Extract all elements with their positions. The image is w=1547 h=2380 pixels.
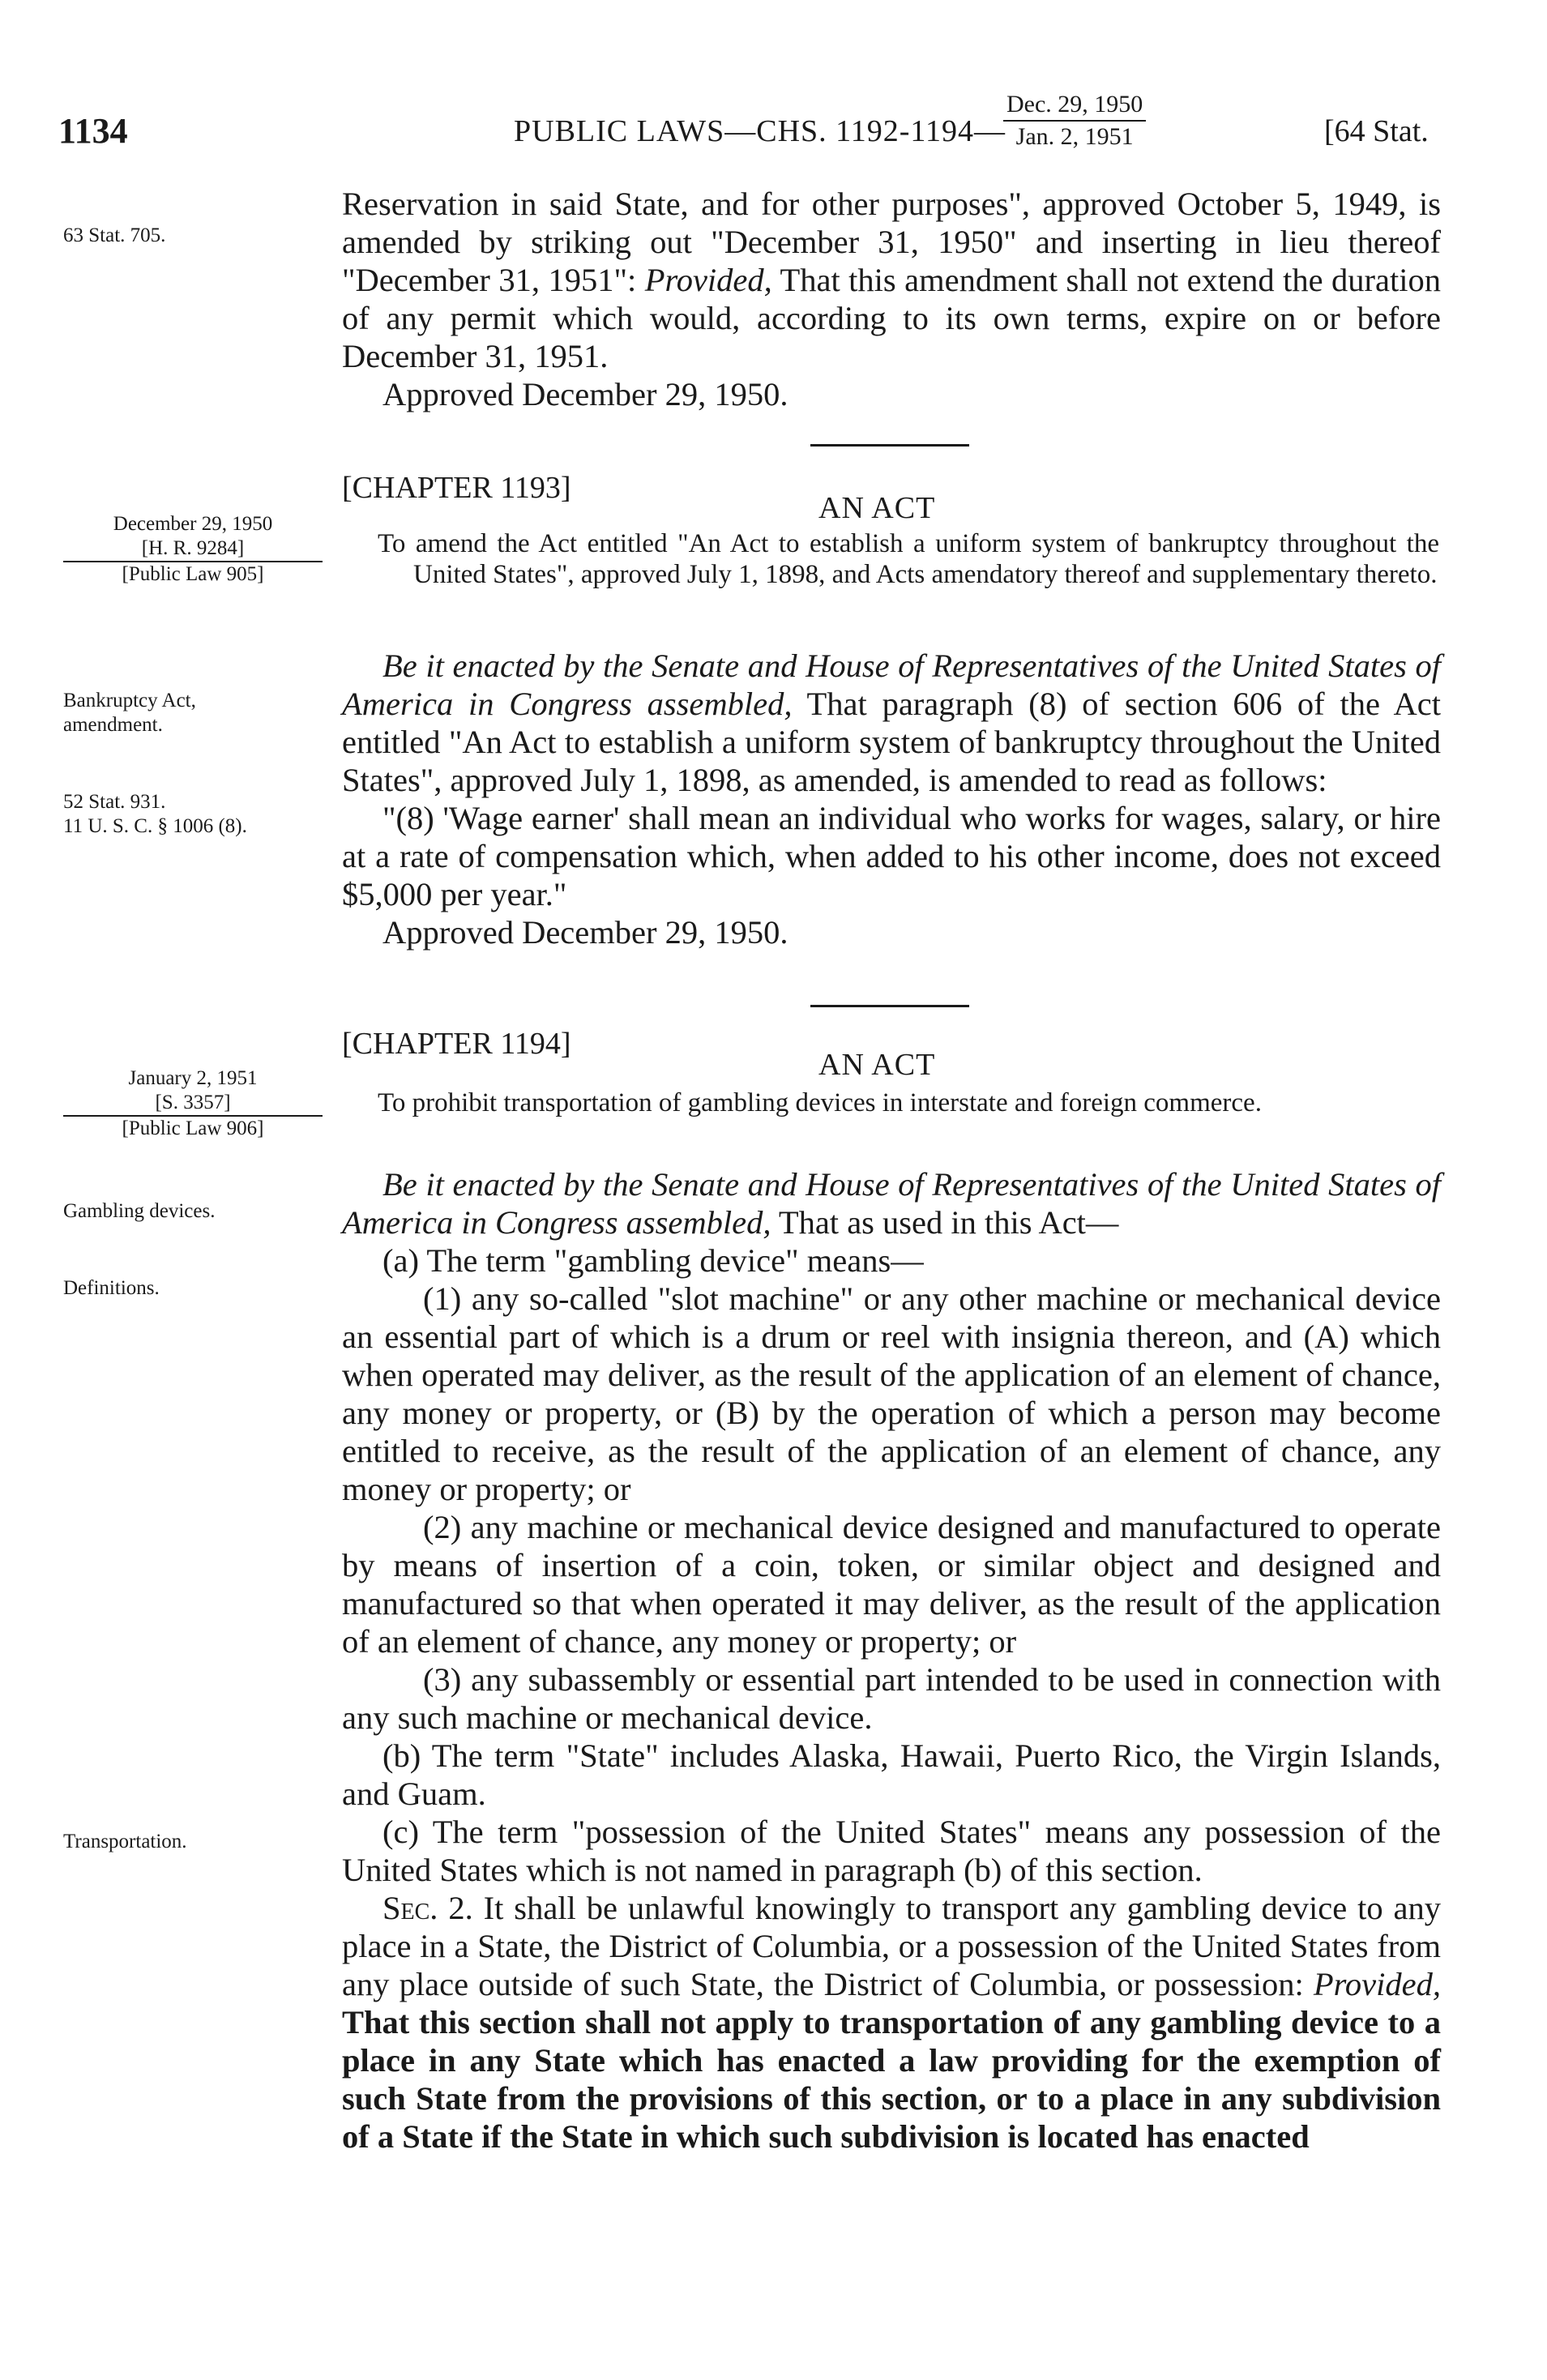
ch1192-paragraph	[342, 185, 1441, 375]
ch1194-enacting-rest: That as used in this Act—	[771, 1204, 1119, 1241]
ch1194-bill: [S. 3357]	[63, 1091, 323, 1117]
ch1194-sec2	[342, 1889, 1441, 2156]
ch1192-text-a: Reservation in said State, and for other purposes", approved October 5, 1949, is amended by striking out "December 31, 1950" and inserting in lieu thereof "December 31, 1951":	[342, 186, 1441, 298]
ch1192-approved: Approved December 29, 1950.	[382, 376, 788, 412]
ch1194-enacting-clause: Be it enacted by the Senate and House of Representatives of the United States of America in Congress assembled,	[342, 1166, 1441, 1241]
ch1194-sec2-text-b: That this section shall not apply to transportation of any gambling device to a place in any State which has enacted a law providing for the exemption of such State from the provisions of this section, or to a place in any subdivision of a State if the State in which such subdivision is located has enacted	[342, 2004, 1441, 2155]
header-dates	[1003, 89, 1146, 152]
ch1194-def-c: (c) The term "possession of the United States" means any possession of the United States which is not named in paragraph (b) of this section.	[342, 1814, 1441, 1888]
ch1194-sidenote	[63, 1066, 323, 1141]
running-head: PUBLIC LAWS—CHS. 1192-1194—	[514, 114, 1006, 148]
ch1193-date: December 29, 1950	[113, 513, 273, 535]
ch1194-def-a3: (3) any subassembly or essential part intended to be used in connection with any such machine or mechanical device.	[342, 1661, 1441, 1736]
sidenote-definitions: Definitions.	[63, 1277, 160, 1299]
ch1194-title	[378, 1087, 1439, 1118]
ch1194-chapter: [CHAPTER 1194]	[342, 1027, 571, 1061]
header-date-top: Dec. 29, 1950	[1003, 89, 1146, 122]
divider-2	[810, 1005, 969, 1007]
page-number: 1134	[58, 111, 128, 151]
ch1194-def-b: (b) The term "State" includes Alaska, Hawaii, Puerto Rico, the Virgin Islands, and Guam.	[342, 1737, 1441, 1812]
ch1194-enacting	[342, 1165, 1441, 1241]
volume-ref: [64 Stat.	[1324, 114, 1429, 148]
ch1193-enacting-clause: Be it enacted by the Senate and House of Representatives of the United States of America in Congress assembled,	[342, 647, 1441, 722]
ch1193-title	[378, 528, 1439, 590]
header-date-bottom: Jan. 2, 1951	[1015, 123, 1134, 150]
sidenote-52-stat	[63, 790, 323, 839]
ch1194-law: [Public Law 906]	[122, 1117, 264, 1139]
ch1194-def-a: (a) The term "gambling device" means—	[382, 1242, 924, 1279]
ch1193-an-act: AN ACT	[818, 491, 936, 525]
ch1192-text-b: That this amendment shall not extend the duration of any permit which would, according to its own terms, expire on or before December 31, 1951.	[342, 262, 1441, 374]
sidenote-bankruptcy-1: Bankruptcy Act,	[63, 690, 196, 711]
ch1194-date: January 2, 1951	[128, 1067, 258, 1089]
sidenote-bankruptcy-2: amendment.	[63, 714, 163, 736]
ch1194-sec2-provided: Provided,	[1313, 1966, 1441, 2002]
ch1193-approved: Approved December 29, 1950.	[382, 914, 788, 951]
ch1194-title-text: To prohibit transportation of gambling devices in interstate and foreign commerce.	[378, 1088, 1262, 1117]
ch1194-def-a1: (1) any so-called "slot machine" or any other machine or mechanical device an essential part of which is a drum or reel with insignia thereon, and (A) which when operated may deliver, as the result of the application of an element of chance, any money or property, or (B) by the operation of which a person may become entitled to receive, as the result of the application of an element of chance, any money or property; or	[342, 1280, 1441, 1507]
ch1194-sec2-label: Sec. 2.	[382, 1890, 473, 1926]
sidenote-gambling: Gambling devices.	[63, 1200, 216, 1222]
ch1192-text	[342, 185, 1441, 413]
ch1194-an-act: AN ACT	[818, 1048, 936, 1082]
ch1193-body	[342, 647, 1441, 951]
ch1193-bill: [H. R. 9284]	[63, 536, 323, 562]
ch1194-body	[342, 1165, 1441, 2156]
sidenote-transportation: Transportation.	[63, 1831, 187, 1852]
ch1193-title-text: To amend the Act entitled "An Act to establish a uniform system of bankruptcy throughout the United States", approved July 1, 1898, and Acts amendatory thereof and supplementary thereto.	[378, 529, 1439, 589]
ch1193-quote: "(8) 'Wage earner' shall mean an individual who works for wages, salary, or hire at a rate of compensation which, when added to his other income, does not exceed $5,000 per year."	[342, 800, 1441, 912]
ch1193-enacting-rest: That paragraph (8) of section 606 of the Act entitled "An Act to establish a uniform system of bankruptcy throughout the United States", approved July 1, 1898, as amended, is amended to read as follows:	[342, 686, 1441, 798]
ch1192-provided: Provided,	[644, 262, 772, 298]
ch1193-chapter: [CHAPTER 1193]	[342, 471, 571, 505]
sidenote-usc: 11 U. S. C. § 1006 (8).	[63, 815, 247, 837]
ch1193-law: [Public Law 905]	[122, 563, 264, 585]
divider-1	[810, 444, 969, 447]
sidenote-63-stat: 63 Stat. 705.	[63, 224, 166, 246]
sidenote-stat-931: 52 Stat. 931.	[63, 791, 166, 813]
ch1193-sidenote	[63, 512, 323, 587]
ch1194-sec2-text-a: It shall be unlawful knowingly to transport any gambling device to any place in a State, the District of Columbia, or a possession of the United States from any place outside of such State, the District of Columbia, or possession:	[342, 1890, 1441, 2002]
ch1194-def-a2: (2) any machine or mechanical device designed and manufactured to operate by means of insertion of a coin, token, or similar object and designed and manufactured so that when operated it may deliver, as the result of the application of an element of chance, any money or property; or	[342, 1509, 1441, 1660]
sidenote-bankruptcy	[63, 689, 323, 737]
ch1193-enacting	[342, 647, 1441, 799]
